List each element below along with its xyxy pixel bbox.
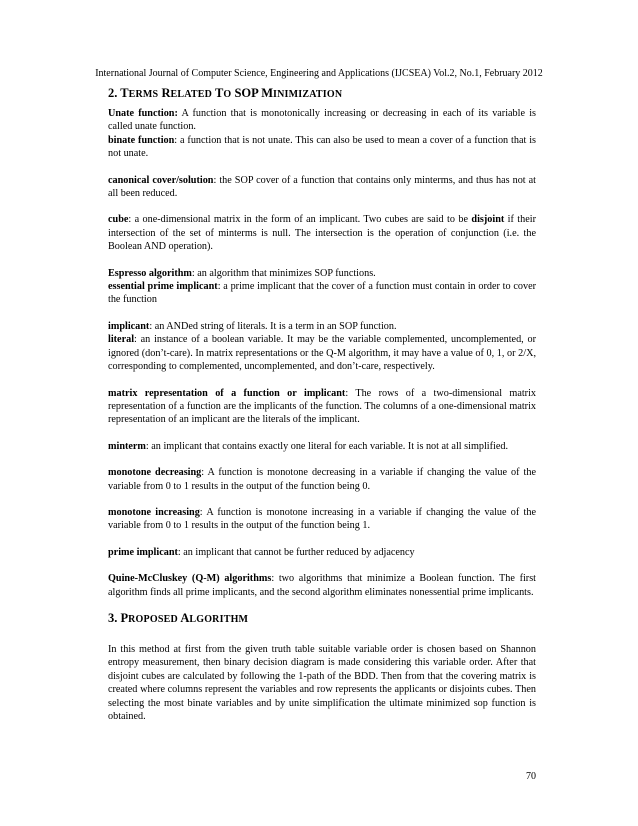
definition-quine-mccluskey: Quine-McCluskey (Q-M) algorithms: two algorithms that minimize a Boolean function. The first algorithm finds all prime implicants, and the second algorithm eliminates nonessential prime implicants.	[108, 573, 536, 598]
definition-literal: literal: an instance of a boolean variable. It may be the variable complemented, uncomplemented, or ignored (don’t-care). In matrix representations or the Q-M algorithm, it may have a value of 0, 1, or 2/X, corresponding to complemented, uncomplemented, and don’t-care, respectively.	[108, 334, 536, 373]
definition-minterm: minterm: an implicant that contains exactly one literal for each variable. It is not at all simplified.	[108, 440, 509, 452]
definition-essential-prime-implicant: essential prime implicant: a prime implicant that the cover of a function must contain in order to cover the function	[108, 281, 536, 306]
page-body	[108, 86, 536, 723]
definition-prime-implicant: prime implicant: an implicant that cannot be further reduced by adjacency	[108, 546, 415, 558]
definition-implicant: implicant: an ANDed string of literals. It is a term in an SOP function.	[108, 320, 397, 332]
journal-header: International Journal of Computer Science, Engineering and Applications (IJCSEA) Vol.2, No.1, February 2012	[95, 68, 543, 79]
definition-espresso: Espresso algorithm: an algorithm that minimizes SOP functions.	[108, 267, 376, 279]
definition-monotone-decreasing: monotone decreasing: A function is monotone decreasing in a variable if changing the value of the variable from 0 to 1 results in the output of the function being 0.	[108, 467, 536, 492]
section-2-heading: 2. TERMS RELATED TO SOP MINIMIZATION	[108, 86, 343, 100]
definition-unate: Unate function: A function that is monotonically increasing or decreasing in each of its variable is called unate function.	[108, 108, 536, 133]
section-3-paragraph: In this method at first from the given truth table suitable variable order is chosen based on Shannon entropy measurement, then binary decision diagram is made considering this variable order. After that disjoint cubes are calculated by following the 1-path of the BDD. Then from that the covering matrix is created where columns represent the variables and row represents the applicants or disjoints cubes. Then selecting the most binate variables and by unite simplification the ultimate minimized sop function is obtained.	[108, 643, 536, 722]
definition-monotone-increasing: monotone increasing: A function is monotone increasing in a variable if changing the value of the variable from 0 to 1 results in the output of the function being 1.	[108, 506, 536, 532]
section-number: 3.	[108, 610, 121, 625]
page-number: 70	[526, 771, 536, 782]
definition-cube: cube: a one-dimensional matrix in the form of an implicant. Two cubes are said to be disjoint if their intersection of the set of minterms is null. The intersection is the operation of conjunction (i.e. the Boolean AND operation).	[108, 214, 536, 253]
definition-canonical: canonical cover/solution: the SOP cover of a function that contains only minterms, and thus has not at all been reduced.	[108, 174, 536, 200]
definition-matrix-representation: matrix representation of a function or implicant: The rows of a two-dimensional matrix representation of a function are the implicants of the function. The columns of a one-dimensional matrix representation of an implicant are the literals of the implicant.	[108, 387, 536, 426]
section-3-heading: 3. PROPOSED ALGORITHM	[108, 610, 249, 625]
definition-binate: binate function: a function that is not unate. This can also be used to mean a cover of a function that is not unate.	[108, 134, 536, 160]
section-number: 2.	[108, 86, 121, 100]
